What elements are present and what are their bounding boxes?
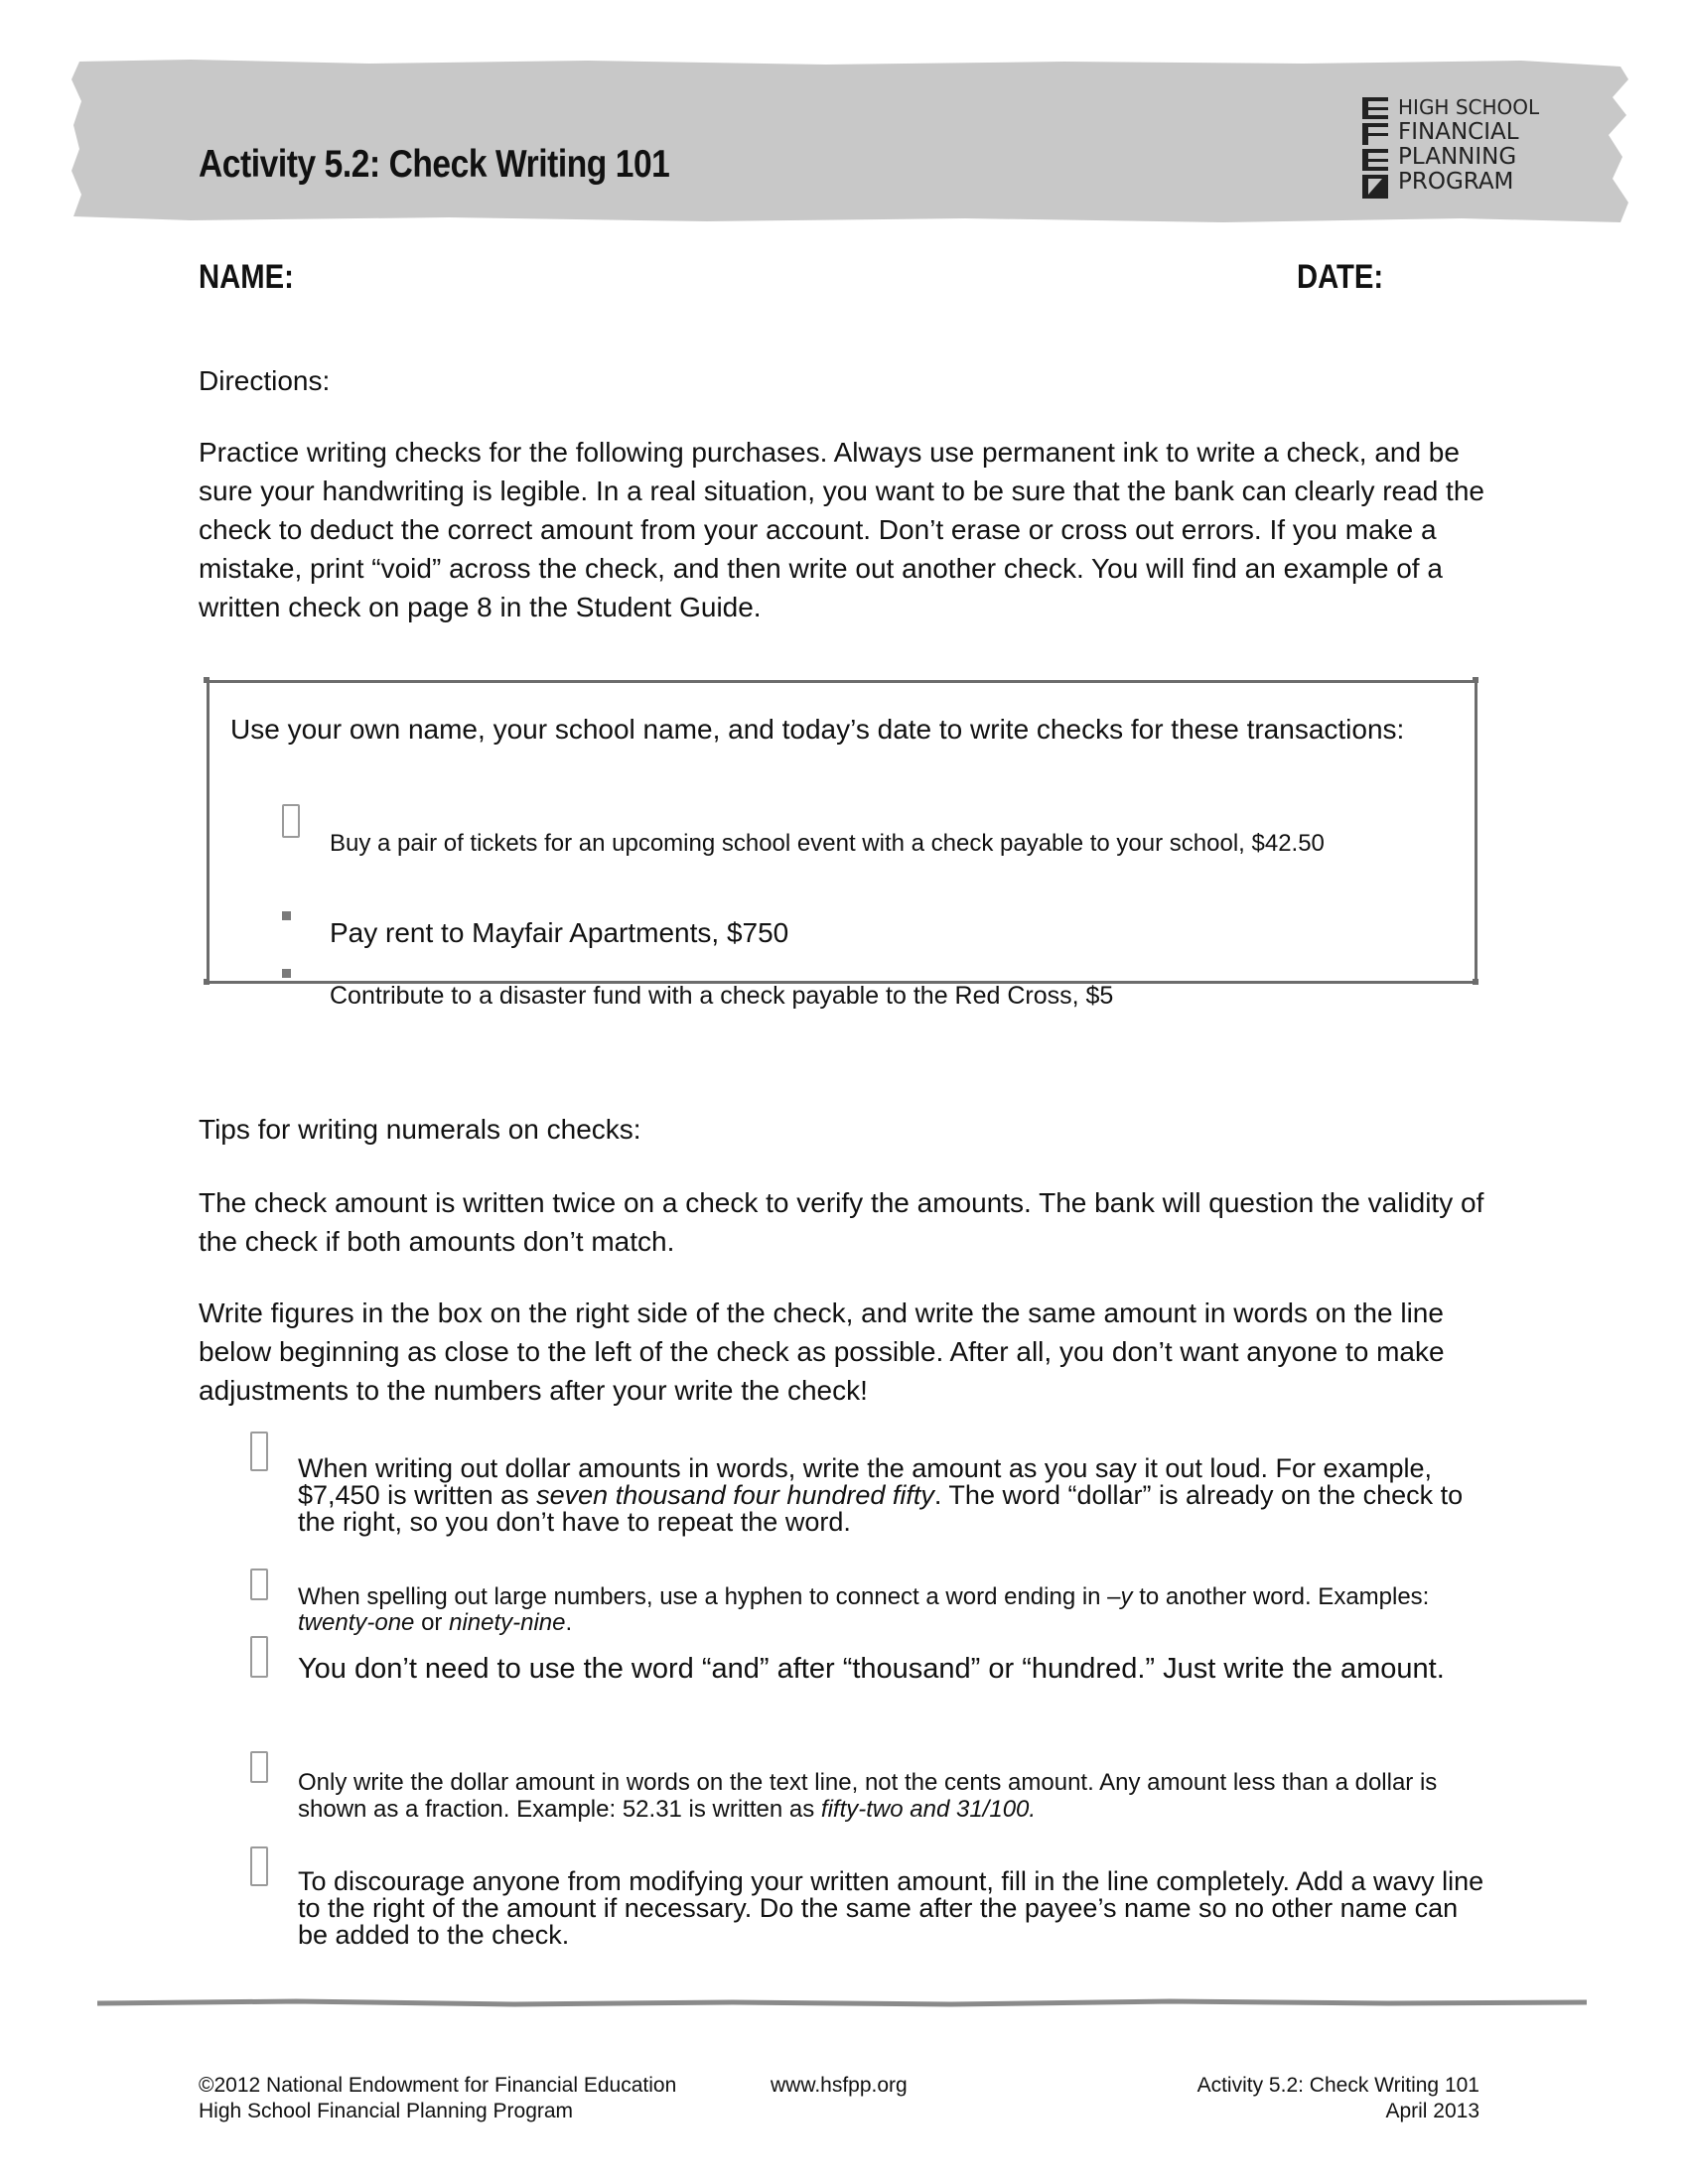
transaction-item: Buy a pair of tickets for an upcoming school event with a check payable to your school, $42.50 — [330, 830, 1325, 857]
footer-website: www.hsfpp.org — [771, 2074, 908, 2097]
tip-example: seven thousand four hundred fifty — [536, 1480, 934, 1510]
tip-text: When spelling out large numbers, use a hyphen to connect a word ending in – — [298, 1583, 1121, 1610]
checkbox-icon — [282, 804, 300, 838]
footer-activity: Activity 5.2: Check Writing 101 — [1196, 2074, 1479, 2097]
directions-heading: Directions: — [199, 365, 331, 396]
page-title: Activity 5.2: Check Writing 101 — [199, 143, 670, 186]
tip-item — [298, 1455, 1489, 1536]
logo-line: HIGH SCHOOL — [1398, 95, 1540, 119]
transaction-item: Contribute to a disaster fund with a check payable to the Red Cross, $5 — [330, 982, 1114, 1010]
footer-left — [199, 2073, 676, 2124]
checkbox-icon — [250, 1846, 268, 1886]
checkbox-icon — [250, 1432, 268, 1471]
logo-line: PLANNING — [1398, 144, 1517, 170]
tip-item — [298, 1584, 1489, 1636]
footer-program: High School Financial Planning Program — [199, 2100, 574, 2122]
footer-date: April 2013 — [1385, 2100, 1479, 2122]
tip-example: twenty-one — [298, 1609, 415, 1636]
checkbox-icon — [250, 1751, 268, 1783]
box-corner — [1473, 677, 1478, 683]
logo-wordmark — [1398, 95, 1539, 195]
box-corner — [204, 677, 210, 683]
tip-item: You don’t need to use the word “and” after “thousand” or “hundred.” Just write the amount. — [298, 1653, 1445, 1685]
tip-example: fifty-two and 31/100. — [820, 1796, 1037, 1823]
nefe-logo-mark — [1360, 95, 1390, 201]
logo-line: PROGRAM — [1398, 169, 1514, 195]
tip-text: or — [414, 1609, 450, 1636]
name-label: NAME: — [199, 258, 294, 296]
nefe-logo — [1360, 95, 1559, 203]
tips-paragraph: The check amount is written twice on a check to verify the amounts. The bank will question the validity of the check if both amounts don’t match. — [199, 1187, 1484, 1257]
transactions-intro: Use your own name, your school name, and today’s date to write checks for these transactions: — [230, 714, 1405, 745]
date-label: DATE: — [1297, 258, 1384, 296]
tip-text: . The word “dollar” is already on the check to the right, so you don’t have to repeat the word. — [298, 1480, 1464, 1537]
tip-text: When writing out dollar amounts in words, write the amount as you say it out loud. For example, $7,450 is written as — [298, 1453, 1433, 1510]
tips-heading: Tips for writing numerals on checks: — [199, 1114, 641, 1145]
footer-copyright: ©2012 National Endowment for Financial Education — [199, 2074, 677, 2097]
tip-item: To discourage anyone from modifying your written amount, fill in the line completely. Add a wavy line to the right of the amount if necessary. Do the same after the payee’s name so no other name can be added to the check. — [298, 1866, 1484, 1950]
checkbox-icon — [250, 1569, 268, 1600]
bullet-icon — [282, 911, 291, 920]
bullet-icon — [282, 969, 291, 978]
box-corner — [1473, 979, 1478, 985]
tip-example: y — [1120, 1583, 1133, 1610]
logo-line: FINANCIAL — [1398, 119, 1519, 145]
transaction-item: Pay rent to Mayfair Apartments, $750 — [330, 917, 789, 948]
tip-text: to another word. Examples: — [1132, 1583, 1430, 1610]
tips-paragraph: Write figures in the box on the right side of the check, and write the same amount in words on the line below beginning as close to the left of the check as possible. After all, you don’t want anyone to make adjustments to the numbers after your write the check! — [199, 1297, 1445, 1406]
directions-body: Practice writing checks for the following purchases. Always use permanent ink to write a check, and be sure your handwriting is legible. In a real situation, you want to be sure that the bank can clearly read the check to deduct the correct amount from your account. Don’t erase or cross out errors. If you make a mistake, print “void” across the check, and then write out another check. You will find an example of a written check on page 8 in the Student Guide. — [199, 437, 1484, 622]
tip-text: Only write the dollar amount in words on the text line, not the cents amount. Any amount less than a dollar is shown as a fraction. Example: 52.31 is written as — [298, 1769, 1438, 1823]
tip-item — [298, 1769, 1489, 1823]
tip-example: ninety-nine — [449, 1609, 566, 1636]
tip-text: . — [565, 1609, 573, 1636]
footer-right — [1197, 2073, 1479, 2124]
box-corner — [204, 979, 210, 985]
checkbox-icon — [250, 1636, 268, 1678]
footer-rule — [97, 1997, 1587, 2009]
